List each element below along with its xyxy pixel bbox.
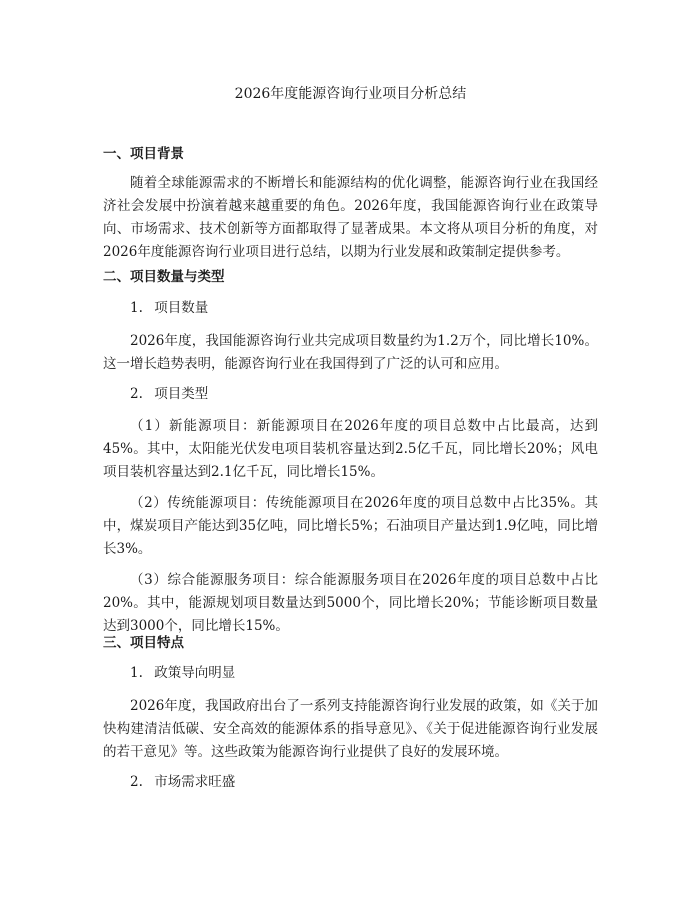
document-title: 2026年度能源咨询行业项目分析总结 (234, 86, 467, 102)
section-heading-project-features: 三、项目特点 (103, 635, 184, 651)
subheading-market-demand (130, 772, 235, 792)
paragraph-background: 随着全球能源需求的不断增长和能源结构的优化调整，能源咨询行业在我国经济社会发展中扮演着越来越重要的角色。2026年度，我国能源咨询行业在政策导向、市场需求、技术创新等方面都取得了显著成果。本文将从项目分析的角度，对2026年度能源咨询行业项目进行总结，以期为行业发展和政策制定提供参考。 (103, 175, 598, 260)
subheading-number: 2. (130, 386, 143, 402)
subheading-number: 1. (130, 665, 143, 681)
subheading-label: 项目数量 (154, 300, 209, 316)
section-heading-background: 一、项目背景 (103, 146, 184, 162)
paragraph-project-count: 2026年度，我国能源咨询行业共完成项目数量约为1.2万个，同比增长10%。这一增长趋势表明，能源咨询行业在我国得到了广泛的认可和应用。 (103, 333, 598, 372)
paragraph-new-energy: （1）新能源项目：新能源项目在2026年度的项目总数中占比最高，达到45%。其中，太阳能光伏发电项目装机容量达到2.5亿千瓦，同比增长20%；风电项目装机容量达到2.1亿千瓦，同比增长15%。 (103, 418, 598, 480)
paragraph-integrated-energy: （3）综合能源服务项目：综合能源服务项目在2026年度的项目总数中占比20%。其中，能源规划项目数量达到5000个，同比增长20%；节能诊断项目数量达到3000个，同比增长15%。 (103, 572, 598, 634)
subheading-number: 1. (130, 300, 143, 316)
section-heading-project-count-type: 二、项目数量与类型 (103, 269, 225, 285)
subheading-label: 政策导向明显 (154, 665, 236, 681)
paragraph-policy-guidance: 2026年度，我国政府出台了一系列支持能源咨询行业发展的政策，如《关于加快构建清洁低碳、安全高效的能源体系的指导意见》、《关于促进能源咨询行业发展的若干意见》等。这些政策为能源咨询行业提供了良好的发展环境。 (103, 698, 598, 760)
subheading-label: 项目类型 (154, 386, 209, 402)
paragraph-traditional-energy: （2）传统能源项目：传统能源项目在2026年度的项目总数中占比35%。其中，煤炭项目产能达到35亿吨，同比增长5%；石油项目产量达到1.9亿吨，同比增长3%。 (103, 495, 598, 557)
subheading-policy-guidance (130, 663, 235, 683)
subheading-label: 市场需求旺盛 (154, 774, 236, 790)
subheading-project-count (130, 298, 208, 318)
subheading-number: 2. (130, 774, 143, 790)
subheading-project-type (130, 384, 208, 404)
